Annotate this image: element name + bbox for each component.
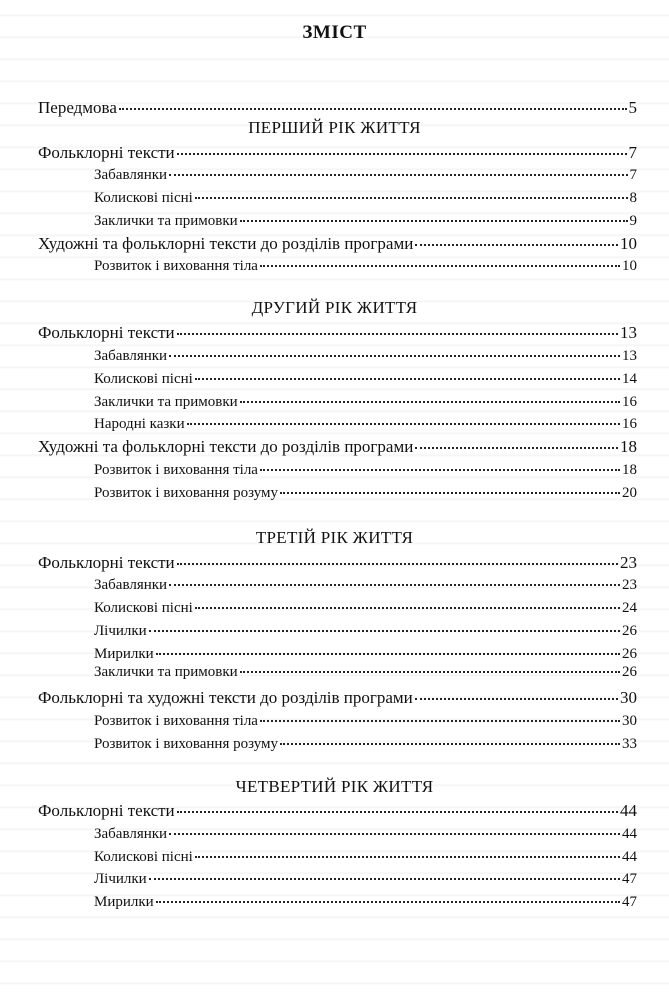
toc-entry[interactable] — [94, 711, 637, 731]
section-heading-year-3: ТРЕТІЙ РІК ЖИТТЯ — [255, 528, 414, 547]
toc-entry[interactable] — [94, 256, 637, 276]
toc-entry-label: Народні казки — [94, 416, 185, 432]
toc-entry-label: Фольклорні тексти — [38, 323, 175, 342]
toc-entry-page: 7 — [628, 143, 637, 162]
toc-entry[interactable] — [94, 662, 637, 682]
toc-entry[interactable] — [94, 869, 637, 889]
toc-entry-label: Забавлянки — [94, 577, 168, 593]
dot-leader — [169, 832, 620, 835]
toc-entry-label: Розвиток і виховання тіла — [94, 258, 258, 274]
toc-entry-page: 23 — [622, 577, 637, 593]
toc-entry-page: 44 — [620, 801, 637, 820]
toc-entry-page: 18 — [620, 437, 637, 456]
toc-entry-label: Забавлянки — [94, 167, 168, 183]
dot-leader — [280, 491, 620, 494]
toc-entry-label: Фольклорні та художні тексти до розділів програми — [38, 688, 413, 707]
toc-entry-page: 26 — [622, 623, 637, 639]
toc-entry-page: 47 — [622, 894, 637, 910]
toc-entry[interactable] — [94, 414, 637, 434]
dot-leader — [156, 900, 620, 903]
toc-entry-page: 23 — [620, 553, 637, 572]
dot-leader — [169, 173, 627, 176]
toc-entry-label: Забавлянки — [94, 348, 168, 364]
dot-leader — [156, 652, 620, 655]
toc-entry-label: Фольклорні тексти — [38, 801, 175, 820]
toc-entry[interactable] — [94, 460, 637, 480]
dot-leader — [169, 583, 620, 586]
dot-leader — [195, 377, 620, 380]
toc-entry-page: 16 — [622, 416, 637, 432]
dot-leader — [177, 332, 618, 335]
toc-entry-label: Забавлянки — [94, 826, 168, 842]
toc-entry[interactable] — [94, 734, 637, 754]
dot-leader — [119, 107, 627, 110]
toc-entry-page: 5 — [628, 98, 637, 117]
toc-entry-label: Розвиток і виховання тіла — [94, 462, 258, 478]
dot-leader — [187, 422, 620, 425]
toc-entry-page: 20 — [622, 485, 637, 501]
toc-entry-page: 26 — [622, 664, 637, 680]
dot-leader — [149, 629, 620, 632]
toc-entry-page: 30 — [620, 688, 637, 707]
dot-leader — [177, 562, 618, 565]
section-heading-year-1: ПЕРШИЙ РІК ЖИТТЯ — [248, 118, 421, 137]
toc-entry-page: 44 — [622, 849, 637, 865]
dot-leader — [415, 446, 618, 449]
toc-entry-page: 26 — [622, 646, 637, 662]
toc-entry[interactable] — [38, 437, 637, 457]
dot-leader — [177, 810, 618, 813]
toc-entry-page: 44 — [622, 826, 637, 842]
toc-entry-label: Розвиток і виховання розуму — [94, 485, 279, 501]
toc-entry-label: Заклички та примовки — [94, 664, 238, 680]
toc-entry[interactable] — [38, 688, 637, 708]
toc-entry-label: Розвиток і виховання тіла — [94, 713, 258, 729]
toc-entry-page: 10 — [622, 258, 637, 274]
toc-entry-page: 33 — [622, 736, 637, 752]
toc-entry[interactable] — [94, 211, 637, 231]
toc-entry-label: Художні та фольклорні тексти до розділів програми — [38, 234, 414, 253]
toc-entry-page: 18 — [622, 462, 637, 478]
dot-leader — [415, 697, 618, 700]
dot-leader — [195, 196, 628, 199]
toc-entry-page: 16 — [622, 394, 637, 410]
dot-leader — [280, 742, 620, 745]
toc-entry[interactable] — [38, 553, 637, 573]
toc-entry-label: Колискові пісні — [94, 190, 193, 206]
toc-entry-label: Колискові пісні — [94, 600, 193, 616]
toc-entry-label: Фольклорні тексти — [38, 553, 175, 572]
toc-entry-label: Заклички та примовки — [94, 394, 238, 410]
toc-entry-page: 24 — [622, 600, 637, 616]
dot-leader — [260, 468, 620, 471]
toc-entry-page: 47 — [622, 871, 637, 887]
toc-entry[interactable] — [94, 369, 637, 389]
toc-entry[interactable] — [38, 323, 637, 343]
dot-leader — [415, 243, 618, 246]
toc-entry[interactable] — [38, 143, 637, 163]
dot-leader — [169, 354, 620, 357]
toc-entry-page: 13 — [620, 323, 637, 342]
toc-entry-label: Фольклорні тексти — [38, 143, 175, 162]
section-heading-year-2: ДРУГИЙ РІК ЖИТТЯ — [251, 298, 418, 317]
toc-entry-label: Передмова — [38, 98, 117, 117]
toc-entry[interactable] — [94, 188, 637, 208]
toc-entry[interactable] — [94, 824, 637, 844]
dot-leader — [240, 400, 620, 403]
section-heading-year-4: ЧЕТВЕРТИЙ РІК ЖИТТЯ — [235, 777, 434, 796]
toc-entry[interactable] — [94, 621, 637, 641]
toc-entry-label: Лічилки — [94, 623, 147, 639]
toc-entry-label: Художні та фольклорні тексти до розділів програми — [38, 437, 414, 456]
dot-leader — [149, 877, 620, 880]
page-title: ЗМІСТ — [302, 22, 367, 43]
toc-entry-page: 10 — [620, 234, 637, 253]
toc-entry[interactable] — [94, 483, 637, 503]
toc-entry[interactable] — [94, 165, 637, 185]
dot-leader — [240, 219, 628, 222]
dot-leader — [240, 670, 620, 673]
toc-entry-page: 7 — [629, 167, 637, 183]
toc-entry-label: Розвиток і виховання розуму — [94, 736, 279, 752]
toc-entry[interactable] — [94, 892, 637, 912]
toc-entry-label: Заклички та примовки — [94, 213, 238, 229]
dot-leader — [195, 606, 620, 609]
toc-entry[interactable] — [94, 392, 637, 412]
toc-entry-page: 9 — [629, 213, 637, 229]
toc-entry-page: 13 — [622, 348, 637, 364]
toc-entry-label: Колискові пісні — [94, 371, 193, 387]
toc-entry-page: 30 — [622, 713, 637, 729]
dot-leader — [260, 264, 620, 267]
toc-entry-intro[interactable] — [38, 98, 637, 118]
dot-leader — [260, 719, 620, 722]
dot-leader — [195, 855, 620, 858]
toc-entry[interactable] — [94, 346, 637, 366]
toc-entry-page: 8 — [629, 190, 637, 206]
toc-entry[interactable] — [38, 801, 637, 821]
toc-entry[interactable] — [94, 644, 637, 664]
toc-entry-label: Колискові пісні — [94, 849, 193, 865]
toc-entry[interactable] — [94, 575, 637, 595]
toc-entry-page: 14 — [622, 371, 637, 387]
toc-entry[interactable] — [94, 598, 637, 618]
dot-leader — [177, 152, 627, 155]
toc-entry-label: Мирилки — [94, 894, 154, 910]
toc-entry-label: Мирилки — [94, 646, 154, 662]
toc-entry-label: Лічилки — [94, 871, 147, 887]
toc-entry[interactable] — [94, 847, 637, 867]
toc-entry[interactable] — [38, 234, 637, 254]
